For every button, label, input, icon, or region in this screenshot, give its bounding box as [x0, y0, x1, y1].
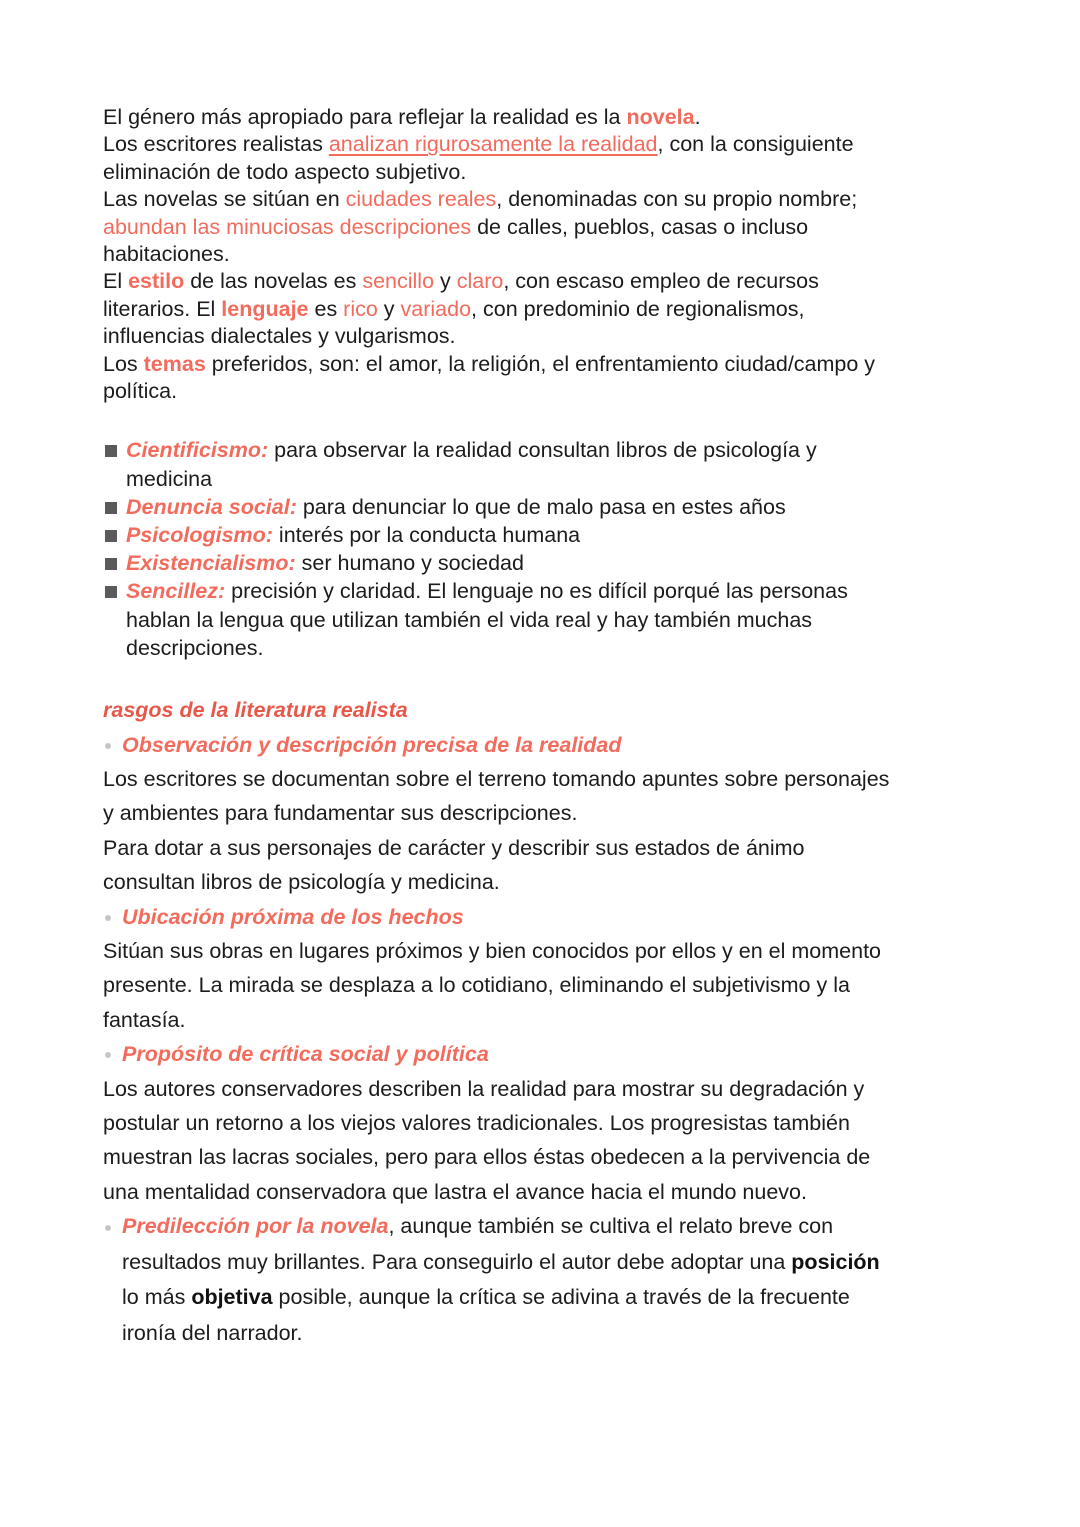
features-list	[103, 436, 983, 662]
feature-item: Existencialismo: ser humano y sociedad	[103, 549, 983, 577]
body-line: una mentalidad conservadora que lastra el avance hacia el mundo nuevo.	[103, 1179, 807, 1204]
square-bullet-icon	[105, 530, 117, 542]
document-page	[103, 104, 983, 1352]
intro-line: eliminación de todo aspecto subjetivo.	[103, 159, 467, 184]
feature-term: Cientificismo:	[126, 438, 269, 463]
dot-bullet-icon	[105, 915, 111, 921]
feature-term: Sencillez:	[126, 579, 226, 604]
highlight-sencillo: sencillo	[362, 269, 435, 294]
subsection-heading: Ubicación próxima de los hechos	[103, 900, 983, 934]
feature-item: Sencillez: precisión y claridad. El lenguaje no es difícil porqué las personas hablan la lengua que utilizan también el vida real y hay también muchas descripciones.	[103, 577, 983, 662]
highlight-rico: rico	[343, 296, 378, 321]
intro-line: Los escritores realistas analizan rigurosamente la realidad, con la consiguiente	[103, 132, 854, 157]
intro-paragraph	[103, 104, 983, 405]
body-line: postular un retorno a los viejos valores tradicionales. Los progresistas también	[103, 1110, 850, 1135]
body-line: presente. La mirada se desplaza a lo cotidiano, eliminando el subjetivismo y la	[103, 973, 850, 998]
body-line: muestran las lacras sociales, pero para ellos éstas obedecen a la pervivencia de	[103, 1145, 871, 1170]
subsection-heading: Observación y descripción precisa de la realidad	[103, 728, 983, 762]
square-bullet-icon	[105, 558, 117, 570]
body-line: consultan libros de psicología y medicina.	[103, 870, 500, 895]
intro-line: influencias dialectales y vulgarismos.	[103, 324, 456, 349]
highlight-lenguaje: lenguaje	[221, 296, 309, 321]
intro-line: literarios. El lenguaje es rico y variado, con predominio de regionalismos,	[103, 296, 805, 321]
highlight-temas: temas	[143, 351, 206, 376]
subsection-novela: Predilección por la novela, aunque también se cultiva el relato breve con resultados muy brillantes. Para conseguirlo el autor debe adoptar una posición lo más objetiva posible, aunque la crítica se adivina a través de la frecuente ironía del narrador.	[103, 1209, 983, 1351]
body-line: y ambientes para fundamentar sus descripciones.	[103, 801, 578, 826]
feature-item: Denuncia social: para denunciar lo que de malo pasa en estes años	[103, 493, 983, 521]
highlight-claro: claro	[456, 269, 504, 294]
rasgos-section	[103, 693, 983, 1351]
bold-objetiva: objetiva	[191, 1285, 273, 1310]
highlight-variado: variado	[400, 296, 472, 321]
body-line: Sitúan sus obras en lugares próximos y bien conocidos por ellos y en el momento	[103, 938, 881, 963]
highlight-ciudades: ciudades reales	[345, 187, 497, 212]
feature-term: Existencialismo:	[126, 551, 296, 576]
bold-posicion: posición	[791, 1249, 880, 1274]
intro-line: El estilo de las novelas es sencillo y claro, con escaso empleo de recursos	[103, 269, 819, 294]
highlight-novela: novela	[626, 105, 695, 129]
intro-line: política.	[103, 379, 178, 404]
feature-item: Psicologismo: interés por la conducta humana	[103, 521, 983, 549]
dot-bullet-icon	[105, 1225, 111, 1231]
feature-item: Cientificismo: para observar la realidad consultan libros de psicología y medicina	[103, 436, 983, 492]
square-bullet-icon	[105, 445, 117, 457]
highlight-estilo: estilo	[128, 269, 185, 294]
dot-bullet-icon	[105, 743, 111, 749]
highlight-descripciones: abundan las minuciosas descripciones	[103, 214, 472, 239]
intro-line: Las novelas se sitúan en ciudades reales, denominadas con su propio nombre;	[103, 187, 858, 212]
highlight-analizan-link[interactable]: analizan rigurosamente la realidad	[328, 132, 658, 157]
dot-bullet-icon	[105, 1052, 111, 1058]
feature-term: Denuncia social:	[126, 494, 297, 519]
subsection-heading: Predilección por la novela	[122, 1214, 389, 1239]
square-bullet-icon	[105, 586, 117, 598]
feature-term: Psicologismo:	[126, 523, 273, 548]
square-bullet-icon	[105, 502, 117, 514]
intro-line: Los temas preferidos, son: el amor, la religión, el enfrentamiento ciudad/campo y	[103, 351, 876, 376]
intro-line: abundan las minuciosas descripciones de calles, pueblos, casas o incluso	[103, 214, 809, 239]
body-line: Los autores conservadores describen la realidad para mostrar su degradación y	[103, 1076, 865, 1101]
body-line: Los escritores se documentan sobre el terreno tomando apuntes sobre personajes	[103, 766, 890, 791]
subsection-heading: Propósito de crítica social y política	[103, 1037, 983, 1071]
body-line: fantasía.	[103, 1007, 186, 1032]
section-title: rasgos de la literatura realista	[103, 698, 408, 723]
intro-line: habitaciones.	[103, 242, 230, 267]
intro-line: El género más apropiado para reflejar la realidad es la novela.	[103, 105, 701, 129]
body-line: Para dotar a sus personajes de carácter y describir sus estados de ánimo	[103, 835, 805, 860]
